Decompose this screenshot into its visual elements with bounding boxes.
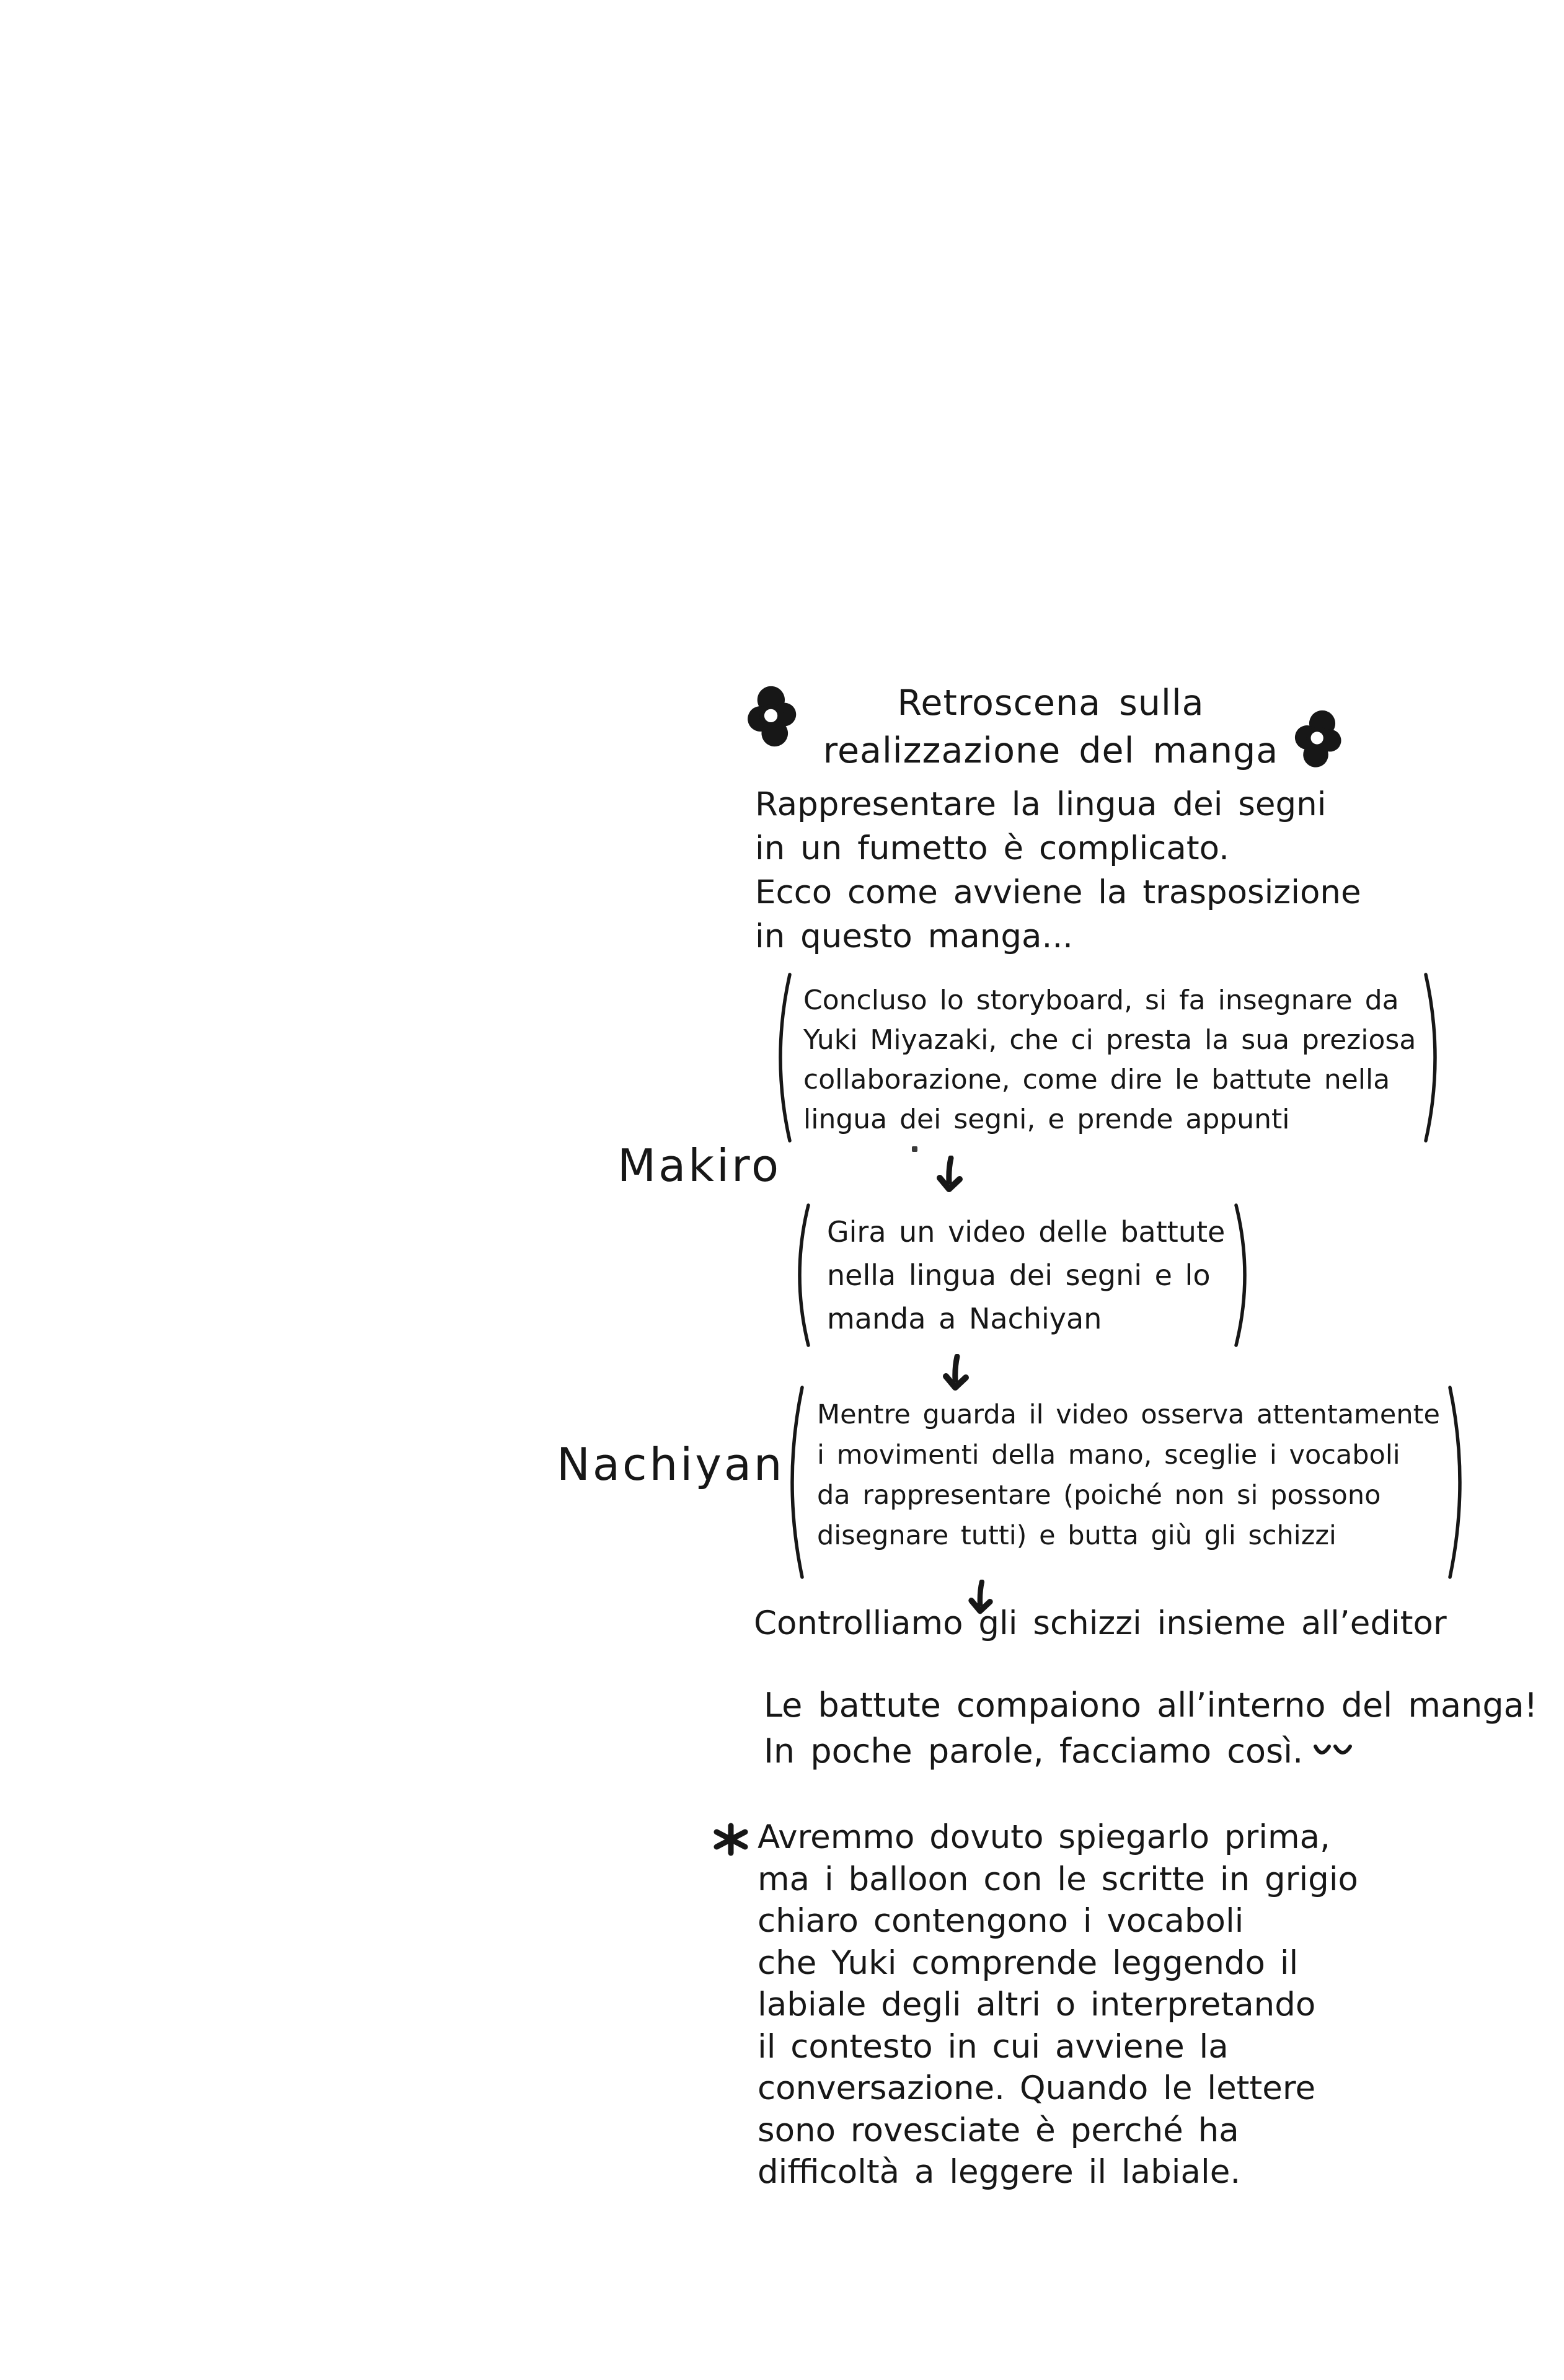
star-asterisk-icon — [713, 1823, 749, 1859]
flow-step-line: manda a Nachiyan — [827, 1302, 1102, 1335]
page-title-line2: realizzazione del manga — [823, 730, 1279, 771]
ink-speck — [912, 1146, 917, 1152]
flow-step-line: Concluso lo storyboard, si fa insegnare da — [803, 984, 1399, 1016]
footnote-line: ma i balloon con le scritte in grigio — [758, 1860, 1358, 1898]
footnote-line: sono rovesciate è perché ha — [758, 2111, 1239, 2149]
footnote-line: difficoltà a leggere il labiale. — [758, 2153, 1241, 2191]
flow-step-line: Yuki Miyazaki, che ci presta la sua preziosa — [803, 1024, 1416, 1056]
page-title-line1: Retroscena sulla — [897, 683, 1204, 723]
flow-step-2-text — [813, 1201, 1231, 1349]
flow-step-3 — [780, 1384, 1472, 1581]
page-title — [793, 679, 1308, 775]
flow-step-line: da rappresentare (poiché non si possono — [817, 1480, 1381, 1511]
footnote-line: che Yuki comprende leggendo il — [758, 1944, 1299, 1982]
intro-line: in questo manga... — [755, 918, 1074, 955]
right-parenthesis — [1445, 1384, 1472, 1581]
footnote-line: conversazione. Quando le lettere — [758, 2069, 1316, 2107]
flow-step-3-text — [807, 1384, 1445, 1581]
arrow-down-icon — [934, 1156, 966, 1195]
flow-step-line: nella lingua dei segni e lo — [827, 1259, 1211, 1292]
flow-step-line: i movimenti della mano, sceglie i vocaboli — [817, 1440, 1400, 1471]
conclusion-line2-row — [764, 1728, 1537, 1774]
flow-step-line: collaborazione, come dire le battute nella — [803, 1064, 1390, 1095]
right-parenthesis — [1421, 971, 1447, 1144]
conclusion-line2: In poche parole, facciamo così. — [764, 1732, 1304, 1771]
left-parenthesis — [769, 971, 795, 1144]
flow-step-2 — [789, 1201, 1256, 1349]
conclusion-line1: Le battute compaiono all’interno del manga! — [764, 1686, 1538, 1725]
flow-step-line: disegnare tutti) e butta giù gli schizzi — [817, 1520, 1336, 1551]
closed-eyes-smile-icon — [1312, 1728, 1354, 1774]
author-label-makiro: Makiro — [617, 1139, 782, 1192]
footnote-line: Avremmo dovuto spiegarlo prima, — [758, 1818, 1330, 1856]
flow-step-1-text — [795, 971, 1421, 1144]
author-label-nachiyan: Nachiyan — [557, 1438, 785, 1490]
footnote-line: il contesto in cui avviene la — [758, 2027, 1229, 2066]
intro-paragraph — [755, 782, 1361, 958]
footnote-line: labiale degli altri o interpretando — [758, 1986, 1316, 2024]
left-parenthesis — [789, 1201, 813, 1349]
flow-step-1 — [769, 971, 1447, 1144]
flow-check-line: Controlliamo gli schizzi insieme all’editor — [754, 1604, 1447, 1642]
intro-line: Ecco come avviene la trasposizione — [755, 874, 1361, 911]
intro-line: Rappresentare la lingua dei segni — [755, 785, 1327, 823]
conclusion-paragraph — [764, 1683, 1537, 1774]
flow-step-line: Mentre guarda il video osserva attentamente — [817, 1399, 1440, 1430]
right-parenthesis — [1231, 1201, 1256, 1349]
footnote-text — [758, 1816, 1358, 2193]
flow-step-line: Gira un video delle battute — [827, 1215, 1226, 1249]
footnote — [713, 1816, 1358, 2193]
flow-step-line: lingua dei segni, e prende appunti — [803, 1104, 1290, 1135]
footnote-line: chiaro contengono i vocaboli — [758, 1902, 1244, 1940]
flower-icon — [747, 684, 798, 751]
intro-line: in un fumetto è complicato. — [755, 829, 1229, 867]
